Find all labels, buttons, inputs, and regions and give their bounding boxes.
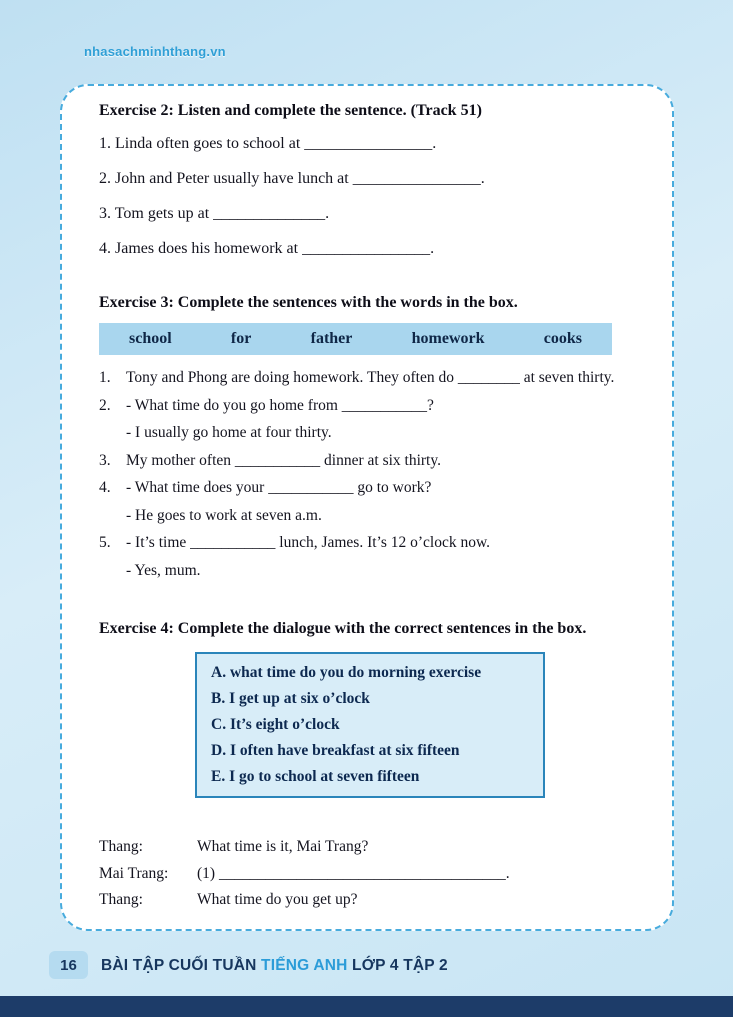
dialogue-text: (1) _____________________________________. <box>197 864 510 882</box>
sentence-line: Tony and Phong are doing homework. They often do ________ at seven thirty. <box>126 369 615 386</box>
dialogue-row <box>99 861 638 888</box>
item-number: 5. <box>99 534 111 551</box>
exercise3-item <box>99 447 638 475</box>
exercise2-line: 4. James does his homework at ________________. <box>99 240 435 257</box>
sentence-line: - I usually go home at four thirty. <box>126 424 332 441</box>
exercise3-item <box>99 474 638 529</box>
dialogue-row <box>99 834 638 861</box>
choice-option: D. I often have breakfast at six fifteen <box>211 742 460 759</box>
exercise3-title: Exercise 3: Complete the sentences with the words in the box. <box>99 294 518 311</box>
dialogue-row <box>99 887 638 914</box>
book-title-prefix: BÀI TẬP CUỐI TUẦN <box>101 957 262 974</box>
sentence-line: - What time do you go home from ___________? <box>126 396 434 414</box>
sentence-line: My mother often ___________ dinner at six thirty. <box>126 451 441 469</box>
bottom-navy-bar <box>0 996 733 1017</box>
speaker-name: Thang: <box>99 838 143 855</box>
word-box-word: for <box>230 330 252 347</box>
book-title <box>101 957 448 975</box>
word-box <box>99 323 612 355</box>
exercise2-line: 2. John and Peter usually have lunch at ________________. <box>99 170 485 187</box>
item-number: 1. <box>99 369 111 386</box>
word-box-word: school <box>129 330 172 347</box>
sentence-line: - It’s time ___________ lunch, James. It’s 12 o’clock now. <box>126 534 491 551</box>
dialogue-text: What time is it, Mai Trang? <box>197 838 369 855</box>
item-number: 2. <box>99 396 111 414</box>
choice-option: E. I go to school at seven fifteen <box>211 768 420 785</box>
book-title-suffix: LỚP 4 TẬP 2 <box>347 957 448 974</box>
page-number-badge <box>49 951 88 979</box>
sentence-line: - He goes to work at seven a.m. <box>126 506 322 524</box>
exercise2-line: 3. Tom gets up at ______________. <box>99 205 330 222</box>
dialogue <box>99 834 638 914</box>
dialogue-text: What time do you get up? <box>197 891 358 908</box>
sentence-line: - Yes, mum. <box>126 561 201 579</box>
sentence-line: - What time does your ___________ go to work? <box>126 479 432 496</box>
word-box-word: father <box>310 330 353 347</box>
worksheet-panel <box>60 84 674 931</box>
choice-option: C. It’s eight o’clock <box>211 716 340 733</box>
watermark-text: nhasachminhthang.vn <box>84 44 226 59</box>
word-box-word: homework <box>411 330 485 347</box>
choice-option: A. what time do you do morning exercise <box>211 664 482 681</box>
page-number: 16 <box>60 956 77 974</box>
book-title-highlight: TIẾNG ANH <box>261 957 348 974</box>
speaker-name: Thang: <box>99 891 143 908</box>
exercise3-items <box>99 364 638 584</box>
item-number: 3. <box>99 451 111 469</box>
speaker-name: Mai Trang: <box>99 864 169 882</box>
item-number: 4. <box>99 479 111 496</box>
exercise3-item <box>99 392 638 447</box>
exercise2-line: 1. Linda often goes to school at ________________. <box>99 135 437 152</box>
exercise4-title: Exercise 4: Complete the dialogue with the correct sentences in the box. <box>99 620 587 637</box>
answer-choice-box <box>195 652 545 798</box>
exercise3-item <box>99 364 638 392</box>
word-box-word: cooks <box>543 330 582 347</box>
exercise2-title: Exercise 2: Listen and complete the sentence. (Track 51) <box>99 102 482 119</box>
choice-option: B. I get up at six o’clock <box>211 690 370 707</box>
exercise3-item <box>99 529 638 584</box>
